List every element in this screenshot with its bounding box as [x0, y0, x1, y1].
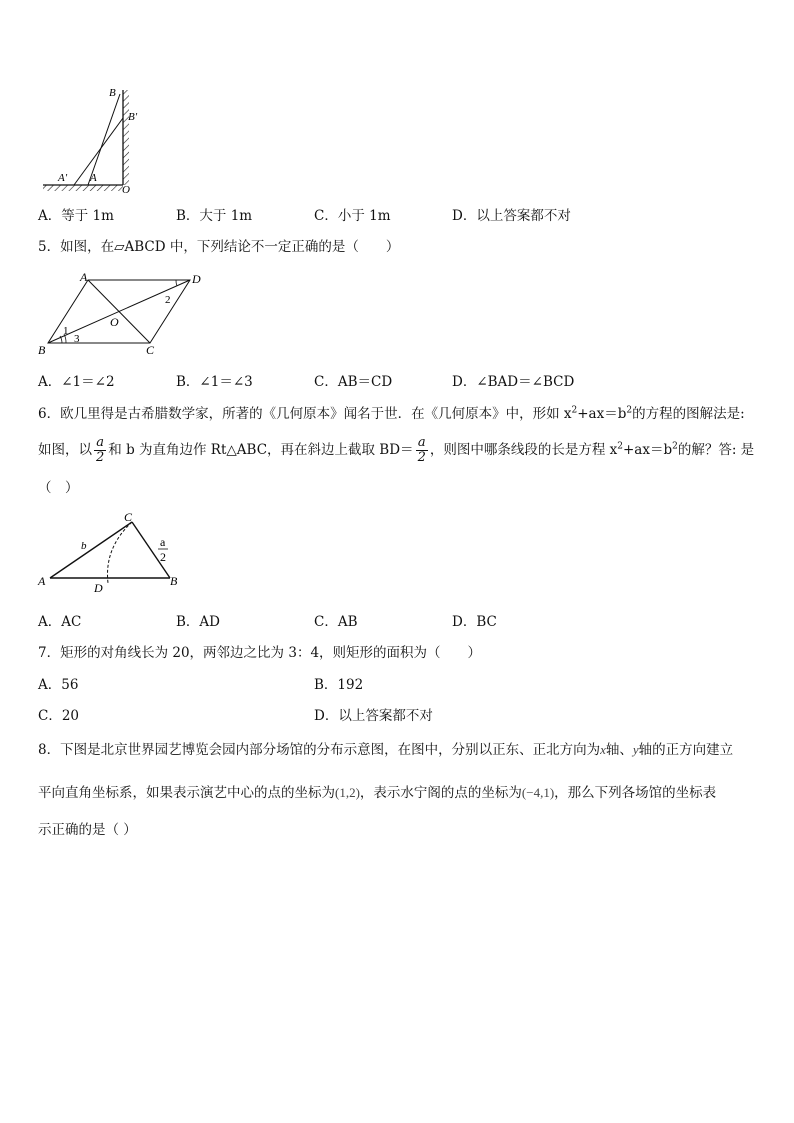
q8-line1: 8．下图是北京世界园艺博览会园内部分场馆的分布示意图，在图中，分别以正东、正北方向为x轴、y轴的正方向建立	[38, 742, 734, 758]
label-3: 3	[74, 333, 80, 345]
q8-line3: 示正确的是（ ）	[38, 822, 137, 838]
q5-stem: 5．如图，在▱ABCD 中，下列结论不一定正确的是（ ）	[38, 239, 400, 255]
q7-option-a: A．56	[38, 677, 79, 693]
q7-option-d: D．以上答案都不对	[314, 708, 433, 724]
label-D: D	[94, 581, 103, 595]
q4-option-d: D．以上答案都不对	[452, 208, 571, 224]
label-A: A	[38, 574, 46, 588]
label-2: 2	[165, 294, 171, 306]
ladder-figure	[38, 80, 148, 195]
q7-option-b: B．192	[314, 677, 364, 693]
q6-option-d: D．BC	[452, 614, 497, 630]
q6-option-a: A．AC	[38, 614, 82, 630]
q4-option-c: C．小于 1m	[314, 208, 391, 224]
fraction-a-over-2: $\frac{a}{2}$	[417, 435, 426, 465]
label-B: B	[170, 574, 178, 588]
label-B: B	[109, 87, 116, 99]
right-triangle-figure	[36, 508, 186, 598]
label-2: 2	[160, 550, 166, 564]
q6-line1: 6．欧几里得是古希腊数学家，所著的《几何原本》闻名于世．在《几何原本》中，形如 $x^2+ax=b^2$的方程的图解法是:	[38, 405, 745, 422]
q8-line2: 平向直角坐标系，如果表示演艺中心的点的坐标为(1,2)，表示水宁阁的点的坐标为(−4,1)，那么下列各场馆的坐标表	[38, 785, 717, 801]
label-A-prime: A′	[58, 172, 68, 184]
label-a: a	[160, 535, 166, 549]
q7-stem: 7．矩形的对角线长为 20，两邻边之比为 3：4，则矩形的面积为（ ）	[38, 645, 482, 661]
label-1: 1	[63, 325, 69, 337]
q5-option-a: A．∠1＝∠2	[38, 374, 115, 390]
label-D: D	[192, 272, 201, 286]
label-O: O	[110, 315, 119, 329]
parallelogram-figure	[36, 270, 206, 360]
label-C: C	[124, 510, 133, 524]
fraction-a-over-2: $\frac{a}{2}$	[96, 435, 105, 465]
label-A: A	[80, 270, 88, 284]
q7-option-c: C．20	[38, 708, 80, 724]
q5-option-c: C．AB＝CD	[314, 374, 393, 390]
q6-line3: （ ）	[38, 480, 79, 496]
label-C: C	[146, 343, 155, 357]
q4-option-a: A．等于 1m	[38, 208, 114, 224]
label-A: A	[90, 172, 97, 184]
label-b: b	[81, 540, 87, 552]
q6-option-b: B．AD	[176, 614, 220, 630]
label-B: B	[38, 343, 46, 357]
label-O: O	[122, 184, 130, 195]
q5-option-d: D．∠BAD＝∠BCD	[452, 374, 575, 390]
q6-line2: 如图，以 $\frac{a}{2}$ 和 b 为直角边作 Rt△ABC，再在斜边上截取 BD＝ $\frac{a}{2}$ ，则图中哪条线段的长是方程 $x^2+ax=b^2$的解？答: 是	[38, 435, 755, 465]
q6-option-c: C．AB	[314, 614, 358, 630]
label-B-prime: B′	[128, 111, 138, 123]
q5-option-b: B．∠1＝∠3	[176, 374, 253, 390]
q4-option-b: B．大于 1m	[176, 208, 253, 224]
